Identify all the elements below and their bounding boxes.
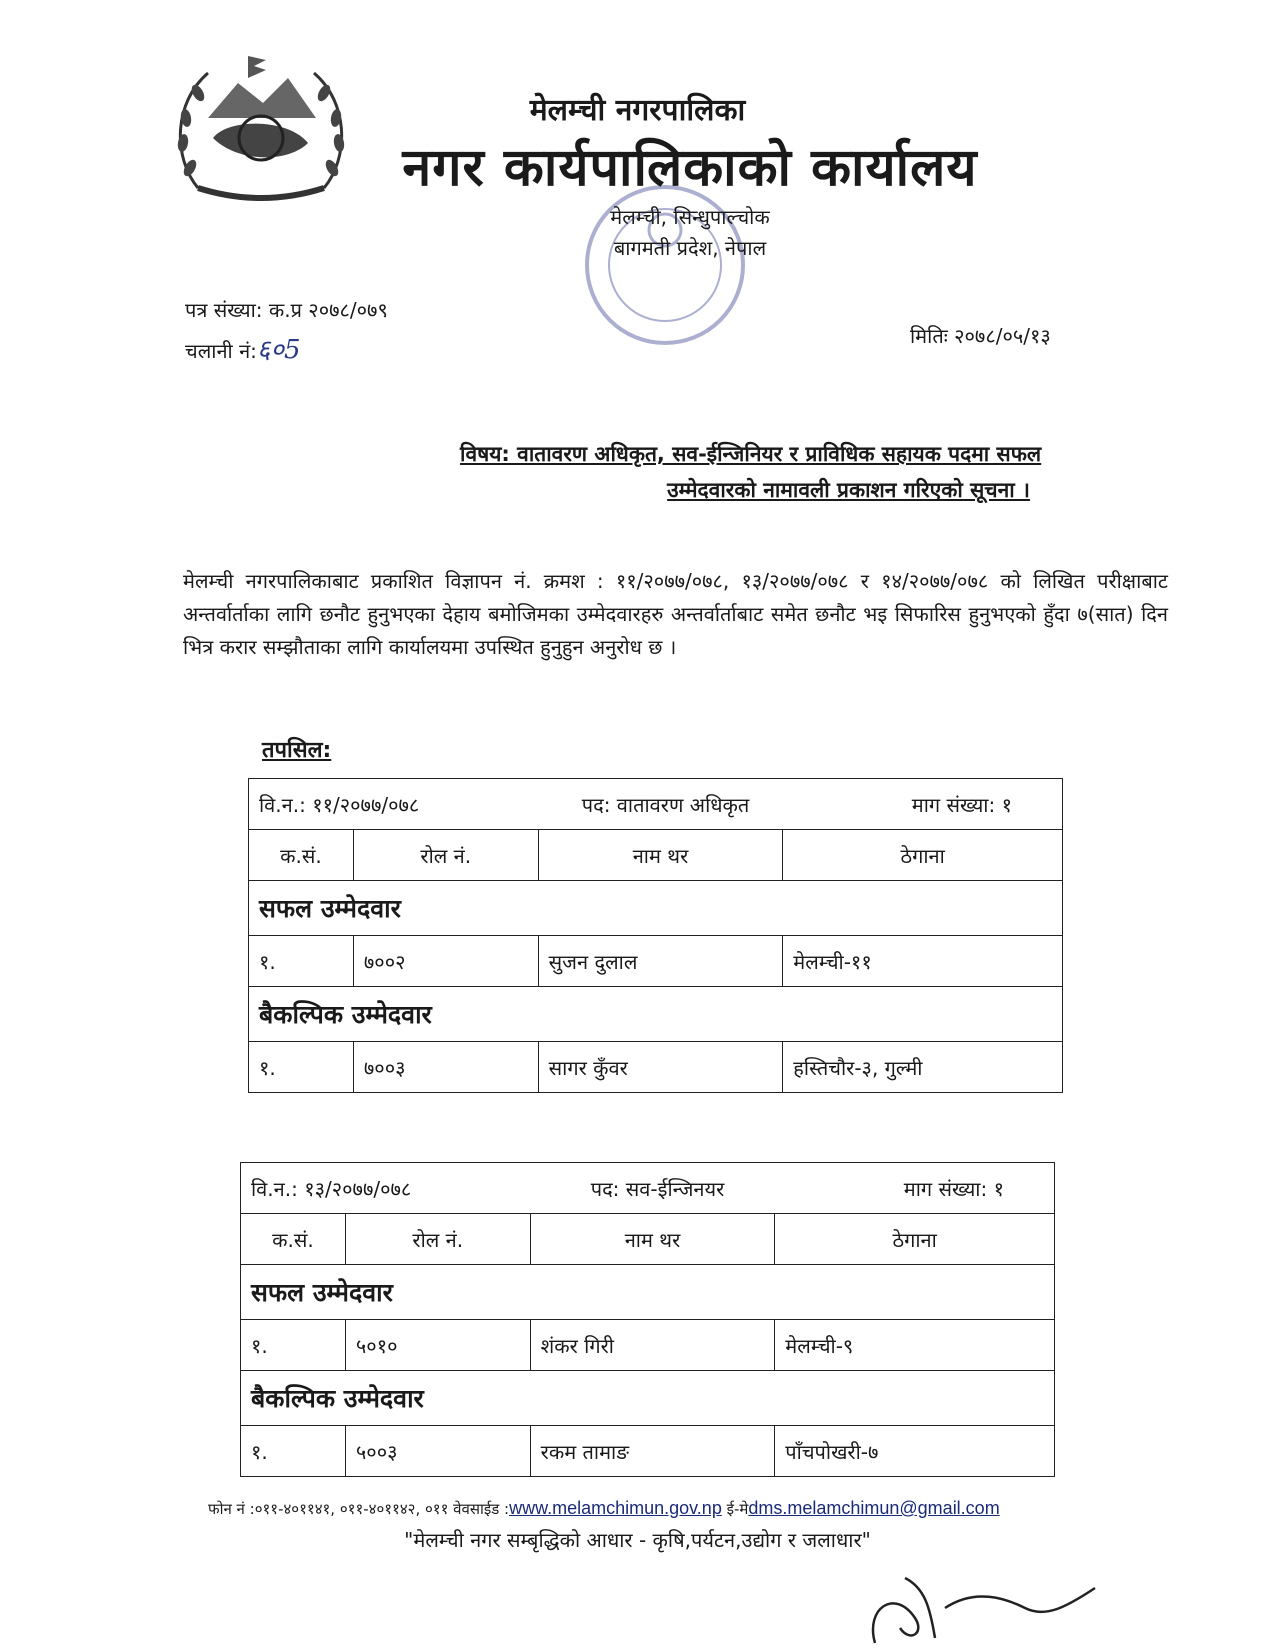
demand-count: माग संख्या: १ [911, 792, 1012, 817]
alternate-label: बैकल्पिक उम्मेदवार [249, 987, 1063, 1042]
result-table-2 [240, 1162, 1055, 1477]
header-name: नाम थर [530, 1214, 775, 1265]
body-paragraph: मेलम्ची नगरपालिकाबाट प्रकाशित विज्ञापन नं. क्रमश : ११/२०७७/०७८, १३/२०७७/०७८ र १४/२०७७/०७८ को लिखित परीक्षाबाट अन्तर्वार्ताका लागि छनौट हुनुभएका देहाय बमोजिमका उम्मेदवारहरु अन्तर्वार्ताबाट समेत छनौट भइ सिफारिस हुनुभएको हुँदा ७(सात) दिन भित्र करार सम्झौताका लागि कार्यालयमा उपस्थित हुनुहुन अनुरोध छ । [183, 569, 1168, 659]
dispatch-value: ६०5 [256, 335, 301, 365]
footer-contact [208, 1498, 1000, 1519]
table-row [249, 1042, 1063, 1093]
address-line-2: बागमती प्रदेश, नेपाल [613, 236, 767, 260]
footer-slogan: "मेलम्ची नगर सम्बृद्धिको आधार - कृषि,पर्यटन,उद्योग र जलाधार" [404, 1528, 871, 1552]
post-name: पद: वातावरण अधिकृत [581, 792, 750, 817]
subject-line-1: विषय: वातावरण अधिकृत, सव-ईन्जिनियर र प्राविधिक सहायक पदमा सफल [460, 442, 1042, 466]
address-cell: हस्तिचौर-३, गुल्मी [783, 1042, 1063, 1093]
table-row [241, 1320, 1055, 1371]
header-address: ठेगाना [783, 830, 1063, 881]
dispatch-label: चलानी नं: [185, 339, 257, 363]
table-row [241, 1426, 1055, 1477]
serial-cell: १. [241, 1426, 346, 1477]
demand-count: माग संख्या: १ [903, 1176, 1004, 1201]
name-cell: शंकर गिरी [530, 1320, 775, 1371]
office-title: नगर कार्यपालिकाको कार्यालय [402, 138, 978, 198]
address-line-1: मेलम्ची, सिन्धुपाल्चोक [610, 205, 770, 229]
letter-number: पत्र संख्या: क.प्र २०७८/०७९ [185, 298, 388, 322]
table-row [249, 936, 1063, 987]
roll-cell: ७००२ [353, 936, 538, 987]
table-meta-row [249, 779, 1063, 830]
header-serial: क.सं. [241, 1214, 346, 1265]
name-cell: रकम तामाङ [530, 1426, 775, 1477]
post-name: पद: सव-ईन्जिनयर [590, 1176, 725, 1201]
header-serial: क.सं. [249, 830, 354, 881]
email-link[interactable]: dms.melamchimun@gmail.com [748, 1498, 1000, 1518]
advertisement-number: वि.न.: ११/२०७७/०७८ [259, 792, 420, 817]
municipality-name: मेलम्ची नगरपालिका [529, 93, 746, 128]
header-roll: रोल नं. [353, 830, 538, 881]
header-name: नाम थर [538, 830, 783, 881]
email-label: ई-मे [721, 1500, 749, 1518]
subject-line-2: उम्मेदवारको नामावली प्रकाशन गरिएको सूचना । [667, 478, 1030, 502]
serial-cell: १. [249, 1042, 354, 1093]
tapasil-label: तपसिल: [262, 738, 332, 763]
website-link[interactable]: www.melamchimun.gov.np [509, 1498, 722, 1518]
roll-cell: ७००३ [353, 1042, 538, 1093]
serial-cell: १. [249, 936, 354, 987]
alternate-label: बैकल्पिक उम्मेदवार [241, 1371, 1055, 1426]
letter-date: मितिः २०७८/०५/१३ [910, 324, 1051, 348]
name-cell: सागर कुँवर [538, 1042, 783, 1093]
serial-cell: १. [241, 1320, 346, 1371]
name-cell: सुजन दुलाल [538, 936, 783, 987]
result-table-1 [248, 778, 1063, 1093]
table-meta-row [241, 1163, 1055, 1214]
successful-label: सफल उम्मेदवार [241, 1265, 1055, 1320]
roll-cell: ५००३ [345, 1426, 530, 1477]
address-cell: मेलम्ची-११ [783, 936, 1063, 987]
header-address: ठेगाना [775, 1214, 1055, 1265]
roll-cell: ५०१० [345, 1320, 530, 1371]
header-roll: रोल नं. [345, 1214, 530, 1265]
signature-icon [855, 1548, 1115, 1650]
footer-phone: फोन नं :०११-४०११४१, ०११-४०११४२, ०११ वेवसाईड : [208, 1500, 510, 1518]
address-cell: मेलम्ची-९ [775, 1320, 1055, 1371]
advertisement-number: वि.न.: १३/२०७७/०७८ [251, 1176, 412, 1201]
address-cell: पाँचपोखरी-७ [775, 1426, 1055, 1477]
dispatch-number [185, 330, 301, 366]
successful-label: सफल उम्मेदवार [249, 881, 1063, 936]
